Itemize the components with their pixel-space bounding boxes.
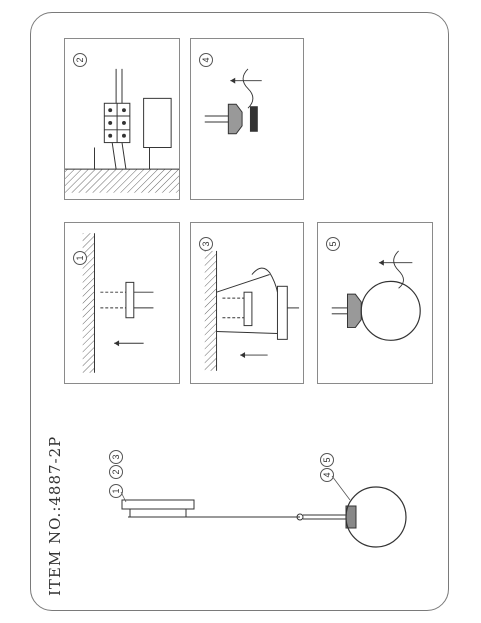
callout-5: 5 bbox=[320, 453, 334, 467]
step-panel-3 bbox=[190, 222, 304, 384]
callout-1: 1 bbox=[109, 484, 123, 498]
step-panel-1 bbox=[64, 222, 180, 384]
step-number-1: 1 bbox=[73, 251, 87, 265]
step-panel-5 bbox=[317, 222, 433, 384]
step-number-5: 5 bbox=[326, 237, 340, 251]
callout-3: 3 bbox=[109, 450, 123, 464]
step-panel-4 bbox=[190, 38, 304, 200]
step-number-4: 4 bbox=[199, 53, 213, 67]
step-number-2: 2 bbox=[73, 53, 87, 67]
step-panel-2 bbox=[64, 38, 180, 200]
step-number-3: 3 bbox=[199, 237, 213, 251]
callout-4: 4 bbox=[320, 468, 334, 482]
item-number: ITEM NO.:4887-2P bbox=[46, 435, 64, 596]
callout-2: 2 bbox=[109, 465, 123, 479]
